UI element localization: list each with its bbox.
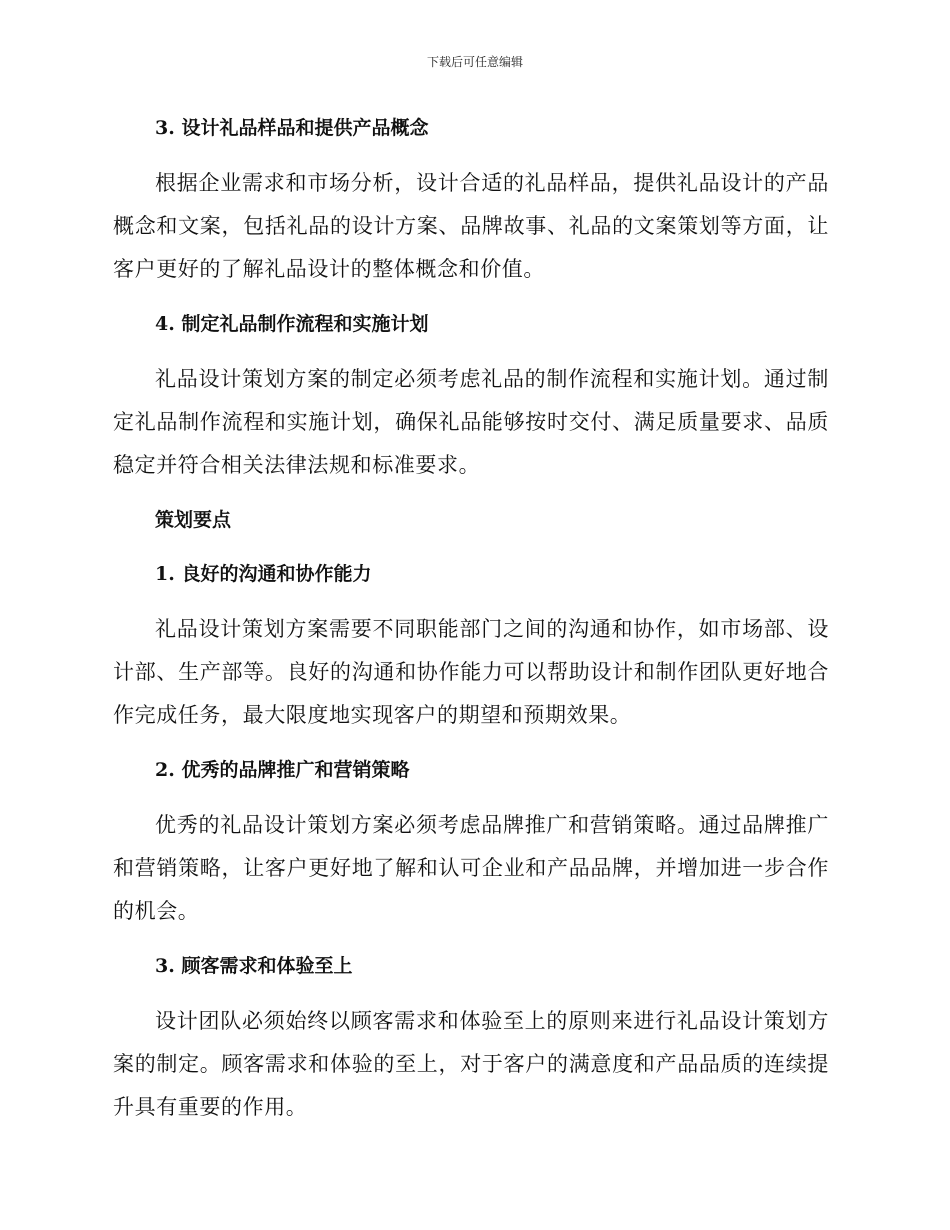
section-heading: 3. 设计礼品样品和提供产品概念 [155,117,429,139]
section-heading: 1. 良好的沟通和协作能力 [155,563,372,585]
section-heading: 2. 优秀的品牌推广和营销策略 [155,759,410,781]
section-paragraph: 礼品设计策划方案需要不同职能部门之间的沟通和协作，如市场部、设计部、生产部等。良好的沟通和协作能力可以帮助设计和制作团队更好地合作完成任务，最大限度地实现客户的期望和预期效果。 [113,617,829,727]
section-paragraph: 礼品设计策划方案的制定必须考虑礼品的制作流程和实施计划。通过制定礼品制作流程和实施计划，确保礼品能够按时交付、满足质量要求、品质稳定并符合相关法律法规和标准要求。 [113,367,829,477]
section-heading: 4. 制定礼品制作流程和实施计划 [155,313,429,335]
section-paragraph: 根据企业需求和市场分析，设计合适的礼品样品，提供礼品设计的产品概念和文案，包括礼品的设计方案、品牌故事、礼品的文案策划等方面，让客户更好的了解礼品设计的整体概念和价值。 [113,171,829,281]
page-header: 下载后可任意编辑 [426,55,523,69]
section-heading: 策划要点 [155,509,232,531]
section-paragraph: 优秀的礼品设计策划方案必须考虑品牌推广和营销策略。通过品牌推广和营销策略，让客户更好地了解和认可企业和产品品牌，并增加进一步合作的机会。 [113,813,829,923]
document-body [113,108,829,1129]
section-paragraph: 设计团队必须始终以顾客需求和体验至上的原则来进行礼品设计策划方案的制定。顾客需求和体验的至上，对于客户的满意度和产品品质的连续提升具有重要的作用。 [113,1009,829,1119]
section-heading: 3. 顾客需求和体验至上 [155,955,353,977]
